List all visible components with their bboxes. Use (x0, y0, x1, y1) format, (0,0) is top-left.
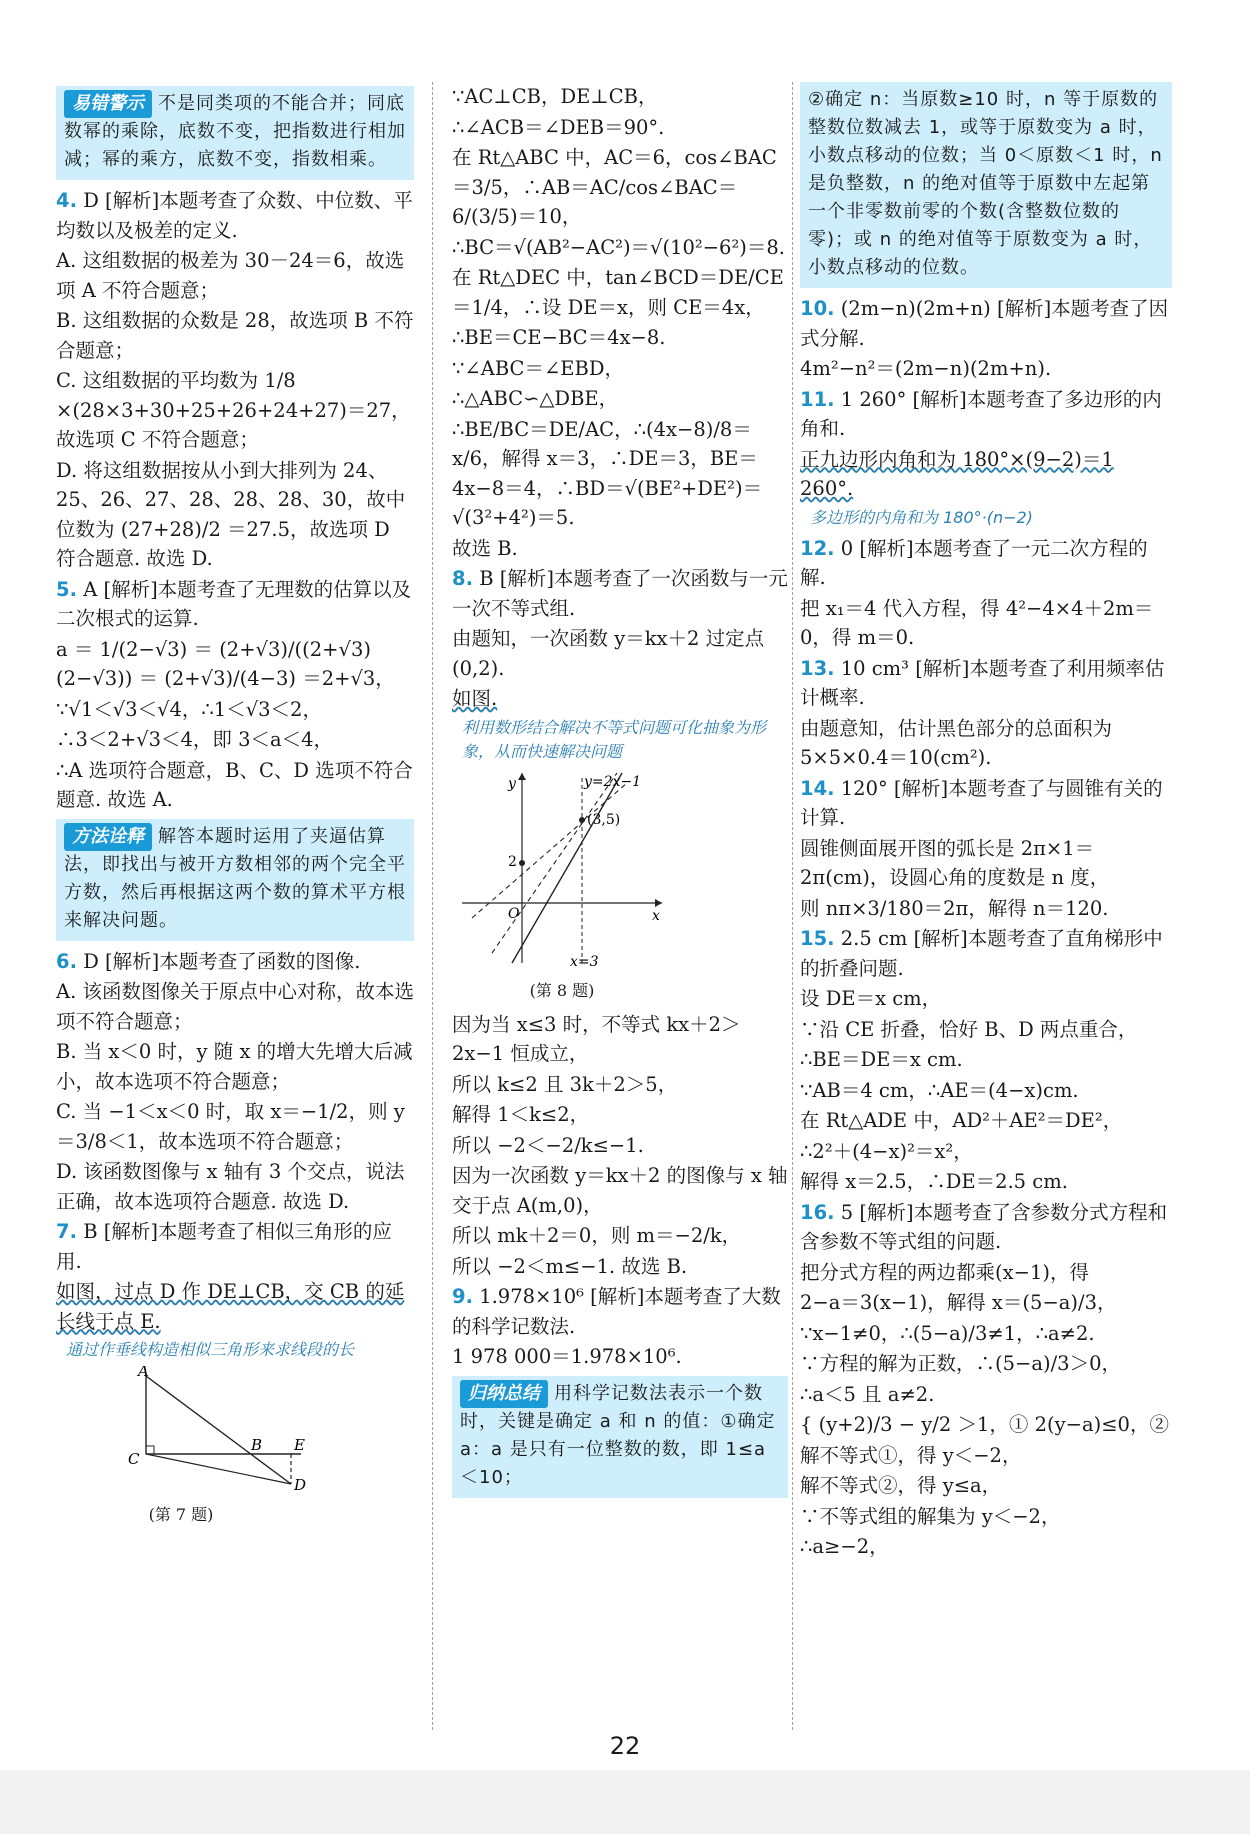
question-9 (452, 1282, 788, 1372)
tip-text: 解答本题时运用了夹逼估算法，即找出与被开方数相邻的两个完全平方数，然后再根据这两个数的算术平方根来解决问题。 (64, 825, 406, 931)
answer-line: 设 DE＝x cm， (800, 987, 942, 1010)
svg-text:A: A (138, 1366, 149, 1380)
answer-line: 4m²−n²＝(2m−n)(2m+n). (800, 357, 1052, 380)
answer-line: ∵不等式组的解集为 y＜−2， (800, 1504, 1061, 1528)
answer-line: ∵√1＜√3＜√4，∴1＜√3＜2， (56, 697, 322, 721)
question-8 (452, 564, 788, 1281)
answer-line: 在 Rt△ABC 中，AC＝6，cos∠BAC＝3/5，∴AB＝AC/cos∠BAC＝6/(3/5)＝10， (452, 146, 777, 228)
answer-line: 解得 1＜k≤2， (452, 1103, 590, 1126)
answer-line: ∵AC⊥CB，DE⊥CB， (452, 85, 658, 108)
figure-8 (452, 768, 788, 1006)
answer-line: 所以 mk＋2＝0，则 m＝−2/k， (452, 1224, 742, 1247)
answer-line: 则 nπ×3/180＝2π，解得 n＝120. (800, 896, 1109, 920)
tip-text: 用科学记数法表示一个数时，关键是确定 a 和 n 的值：①确定 a：a 是只有一位整数的数，即 1≤a＜10； (460, 1382, 776, 1488)
question-number: 11. (800, 387, 835, 411)
answer-line: 因为当 x≤3 时，不等式 kx＋2＞2x−1 恒成立， (452, 1012, 741, 1065)
answer-line: 由题意知，估计黑色部分的总面积为 5×5×0.4＝10(cm²). (800, 716, 1113, 769)
answer-line: ∴∠ACB＝∠DEB＝90°. (452, 115, 665, 139)
point-label: (3,5) (587, 811, 621, 828)
vline-label: x=3 (570, 953, 599, 968)
answer-line: 所以 −2＜−2/k≤−1. (452, 1133, 644, 1157)
answer-line: B [解析]本题考查了一次函数与一元一次不等式组. (452, 567, 788, 620)
x-axis-label: x (652, 907, 660, 924)
answer-line: 圆锥侧面展开图的弧长是 2π×1＝2π(cm)，设圆心角的度数是 n 度， (800, 836, 1110, 889)
answer-line: ∴△ABC∽△DBE， (452, 387, 619, 410)
y-axis-label: y (508, 775, 516, 792)
question-number: 13. (800, 656, 835, 680)
answer-line: D [解析]本题考查了众数、中位数、平均数以及极差的定义. (56, 189, 413, 242)
question-number: 7. (56, 1220, 77, 1243)
question-number: 4. (56, 189, 77, 212)
question-7-continued (452, 82, 788, 563)
answer-line: B. 这组数据的众数是 28，故选项 B 不符合题意； (56, 309, 414, 362)
margin-note: 多边形的内角和为 180°·(n−2) (810, 507, 1033, 527)
tip-box-summary (452, 1376, 788, 1498)
tip-text: 不是同类项的不能合并；同底数幂的乘除，底数不变，把指数进行相加减；幂的乘方，底数不变，指数相乘。 (64, 93, 406, 170)
answer-line: 5 [解析]本题考查了含参数分式方程和含参数不等式组的问题. (800, 1200, 1168, 1253)
answer-line: ∵沿 CE 折叠，恰好 B、D 两点重合， (800, 1017, 1138, 1041)
question-number: 14. (800, 776, 835, 800)
answer-line: D. 将这组数据按从小到大排列为 24、25、26、27、28、28、28、30，故中位数为 (27+28)/2 ＝27.5，故选项 D 符合题意. 故选 D. (56, 458, 406, 570)
answer-line: ∴2²＋(4−x)²＝x²， (800, 1139, 973, 1163)
figure-caption: (第 7 题) (148, 1504, 214, 1524)
svg-text:D: D (294, 1476, 306, 1491)
tip-box-summary-continued (800, 82, 1172, 288)
answer-line: 由题知，一次函数 y＝kx＋2 过定点(0,2). (452, 627, 765, 680)
question-number: 8. (452, 567, 473, 590)
answer-line: 正九边形内角和为 180°×(9−2)＝1 260°. (800, 447, 1114, 500)
triangle-diagram (56, 1366, 306, 1491)
answer-line: B. 当 x＜0 时，y 随 x 的增大先增大后减小，故本选项不符合题意； (56, 1040, 413, 1093)
answer-line: 2.5 cm [解析]本题考查了直角梯形中的折叠问题. (800, 927, 1163, 980)
answer-line: ∵∠ABC＝∠EBD， (452, 356, 624, 380)
answer-line: 0 [解析]本题考查了一元二次方程的解. (800, 536, 1148, 589)
answer-line: 120° [解析]本题考查了与圆锥有关的计算. (800, 776, 1163, 829)
answer-line: B [解析]本题考查了相似三角形的应用. (56, 1220, 392, 1273)
answer-line: D. 该函数图像与 x 轴有 3 个交点，说法正确，故本选项符合题意. 故选 D. (56, 1160, 405, 1213)
answer-line: A. 该函数图像关于原点中心对称，故本选项不符合题意； (56, 980, 414, 1033)
line-label: y=2x−1 (584, 773, 642, 790)
answer-line: ∵AB＝4 cm，∴AE＝(4−x)cm. (800, 1078, 1079, 1102)
answer-line: a ＝ 1/(2−√3) ＝ (2+√3)/((2+√3)(2−√3)) ＝ (2+√3)/(4−3) ＝2+√3， (56, 637, 395, 690)
question-number: 12. (800, 536, 835, 560)
column-left (56, 82, 414, 1533)
answer-line: ∴BE＝DE＝x cm. (800, 1048, 963, 1071)
figure-caption: (第 8 题) (529, 981, 595, 1000)
answer-line: 在 Rt△ADE 中，AD²＋AE²＝DE²， (800, 1109, 1123, 1132)
answer-line: ∴3＜2+√3＜4，即 3＜a＜4， (56, 728, 334, 751)
answer-line: C. 当 −1＜x＜0 时，取 x＝−1/2，则 y＝3/8＜1，故本选项不符合题意； (56, 1100, 405, 1153)
figure-7 (56, 1366, 414, 1529)
column-divider (432, 82, 433, 1730)
answer-line: 解不等式①，得 y＜−2， (800, 1443, 1022, 1467)
bottom-margin (0, 1770, 1250, 1834)
answer-line: { (y+2)/3 − y/2 ＞1，① 2(y−a)≤0，② (800, 1413, 1169, 1436)
answer-line: ∴BE/BC＝DE/AC，∴(4x−8)/8＝x/6，解得 x＝3，∴DE＝3，BE＝4x−8＝4，∴BD＝√(BE²+DE²)＝√(3²+4²)＝5. (452, 417, 763, 529)
answer-line: ∴a≥−2， (800, 1535, 889, 1558)
answer-line: D [解析]本题考查了函数的图像. (83, 949, 361, 973)
tip-text: ②确定 n：当原数≥10 时，n 等于原数的整数位数减去 1，或等于原数变为 a 时，小数点移动的位数；当 0＜原数＜1 时，n 是负整数，n 的绝对值等于原数中左起第一个非零数前零的个数(含整数位数的零)；或 n 的绝对值等于原数变为 a 时，小数点移动的位数。 (808, 89, 1163, 278)
answer-line: 解不等式②，得 y≤a， (800, 1474, 1002, 1497)
svg-text:E: E (294, 1436, 305, 1454)
answer-line: 2−a＝3(x−1)，解得 x＝(5−a)/3， (800, 1291, 1117, 1314)
answer-line: 把分式方程的两边都乘(x−1)，得 (800, 1260, 1089, 1284)
answer-line: 解得 x＝2.5，∴DE＝2.5 cm. (800, 1170, 1068, 1193)
origin-label: O (508, 905, 520, 922)
answer-line: ∴BC＝√(AB²−AC²)＝√(10²−6²)＝8. (452, 235, 785, 259)
graph-diagram (452, 768, 672, 968)
question-number: 9. (452, 1285, 473, 1308)
intercept-label: 2 (508, 853, 517, 870)
answer-line: 在 Rt△DEC 中，tan∠BCD＝DE/CE＝1/4，∴设 DE＝x，则 CE＝4x， (452, 266, 784, 319)
question-number: 16. (800, 1200, 835, 1224)
question-number: 10. (800, 297, 835, 320)
question-12 (800, 534, 1172, 653)
question-6 (56, 947, 414, 1217)
answer-line: 如图，过点 D 作 DE⊥CB，交 CB 的延长线于点 E. (56, 1280, 405, 1333)
answer-line: 把 x₁＝4 代入方程，得 4²−4×4＋2m＝0，得 m＝0. (800, 596, 1154, 649)
tip-box-method (56, 819, 414, 941)
column-divider (792, 82, 793, 1730)
answer-line: ∴a＜5 且 a≠2. (800, 1382, 935, 1406)
answer-line: 如图. (452, 687, 498, 710)
answer-line: 1 260° [解析]本题考查了多边形的内角和. (800, 387, 1162, 440)
question-14 (800, 774, 1172, 924)
tip-badge: 归纳总结 (460, 1380, 548, 1408)
answer-line: 1 978 000＝1.978×10⁶. (452, 1345, 682, 1368)
tip-box-errors (56, 86, 414, 180)
answer-line: (2m−n)(2m+n) [解析]本题考查了因式分解. (800, 297, 1169, 350)
question-number: 15. (800, 927, 835, 950)
answer-line: ∵x−1≠0，∴(5−a)/3≠1，∴a≠2. (800, 1321, 1095, 1345)
answer-line: 10 cm³ [解析]本题考查了利用频率估计概率. (800, 656, 1165, 709)
question-4 (56, 186, 414, 574)
answer-line: A. 这组数据的极差为 30－24＝6，故选项 A 不符合题意； (56, 249, 405, 302)
question-16 (800, 1198, 1172, 1562)
tip-badge: 易错警示 (64, 90, 152, 118)
question-5 (56, 575, 414, 815)
column-middle (452, 82, 788, 1504)
answer-line: 1.978×10⁶ [解析]本题考查了大数的科学记数法. (452, 1285, 781, 1338)
column-right (800, 82, 1172, 1563)
answer-line: C. 这组数据的平均数为 1/8 ×(28×3+30+25+26+24+27)＝27，故选项 C 不符合题意； (56, 369, 411, 451)
margin-note: 利用数形结合解决不等式问题可化抽象为形象，从而快速解决问题 (462, 717, 767, 761)
answer-line: ∴A 选项符合题意，B、C、D 选项不符合题意. 故选 A. (56, 758, 413, 811)
page-number: 22 (609, 1732, 641, 1760)
question-10 (800, 294, 1172, 384)
answer-line: 所以 −2＜m≤−1. 故选 B. (452, 1254, 688, 1278)
question-7 (56, 1217, 414, 1529)
margin-note: 通过作垂线构造相似三角形来求线段的长 (66, 1340, 355, 1359)
svg-text:C: C (128, 1450, 140, 1468)
svg-text:B: B (251, 1436, 263, 1454)
question-11 (800, 385, 1172, 530)
answer-line: ∴BE＝CE−BC＝4x−8. (452, 326, 666, 349)
answer-line: 因为一次函数 y＝kx＋2 的图像与 x 轴交于点 A(m,0)， (452, 1164, 788, 1217)
question-number: 5. (56, 577, 77, 601)
answer-line: 所以 k≤2 且 3k＋2＞5， (452, 1072, 678, 1096)
question-number: 6. (56, 949, 77, 973)
question-15 (800, 924, 1172, 1197)
answer-line: 故选 B. (452, 536, 518, 560)
answer-line: A [解析]本题考查了无理数的估算以及二次根式的运算. (56, 577, 412, 630)
tip-badge: 方法诠释 (64, 823, 152, 851)
answer-line: ∵方程的解为正数，∴(5−a)/3＞0， (800, 1352, 1121, 1375)
question-13 (800, 654, 1172, 773)
